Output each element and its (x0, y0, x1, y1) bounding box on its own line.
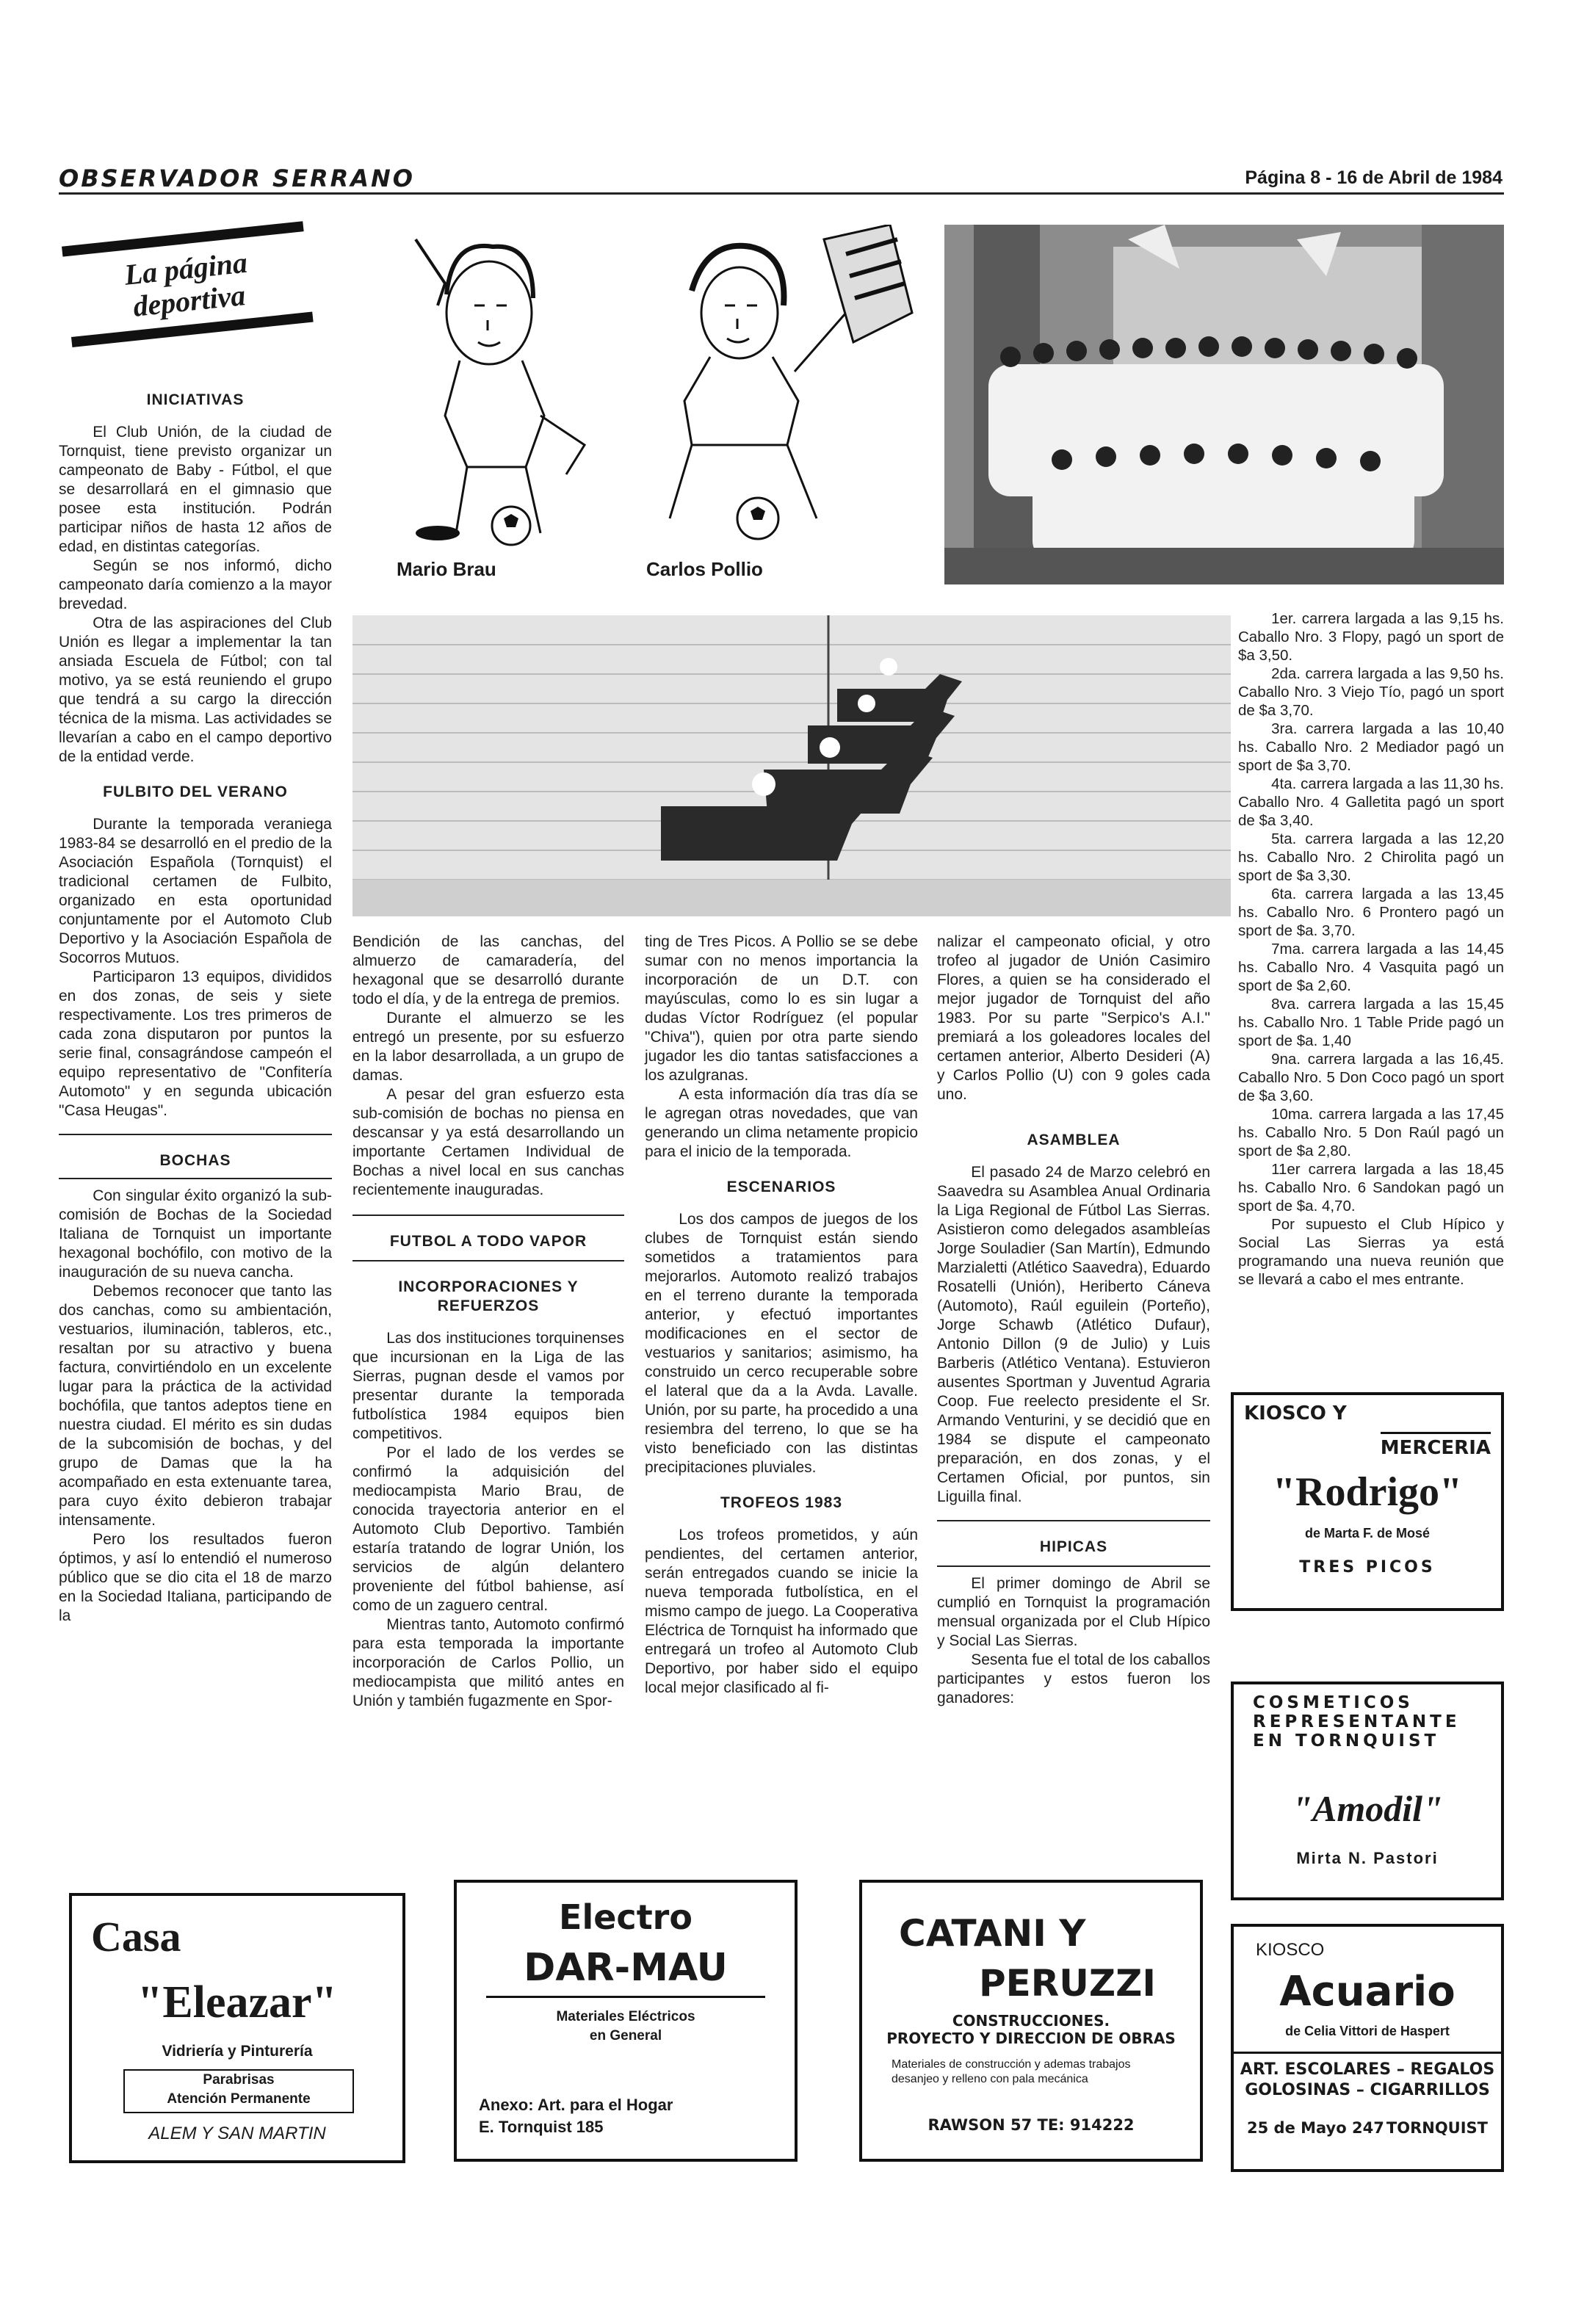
ad-catani-line5: Materiales de construcción y ademas trabajos desanjeo y relleno con pala mecánica (892, 2058, 1131, 2085)
paragraph: El primer domingo de Abril se cumplió en Tornquist la programación mensual organizada por el Club Hípico y Social Las Sierras. (937, 1575, 1210, 1649)
heading-asamblea: ASAMBLEA (1027, 1132, 1121, 1148)
ad-eleazar-line2: "Eleazar" (137, 1977, 337, 2027)
paragraph: Sesenta fue el total de los caballos participantes y estos fueron los ganadores: (937, 1651, 1210, 1706)
ad-darmau-line3: Materiales Eléctricos (556, 2009, 695, 2024)
ad-eleazar-line4: Parabrisas (203, 2072, 275, 2088)
ad-eleazar-box (123, 2069, 354, 2113)
paragraph: Participaron 13 equipos, divididos en dos zonas, de seis y siete respectivamente. Los tres primeros de cada zona disputaron por puntos la serie final, consagrándose campeón el equipo representativo de "Confitería Automoto" y en segunda ubicación "Casa Heugas". (59, 969, 332, 1119)
paragraph: Los trofeos prometidos, y aún pendientes, del certamen anterior, serán entregados cuando se inicie la nueva temporada futbolística, en el mismo campo de juego. La Cooperativa Eléctrica de Tornquist ha informado que entregará un trofeo al Automoto Club Deportivo, por haber sido el equipo local mejor clasificado al fi- (645, 1527, 918, 1696)
caption-carlos-pollio: Carlos Pollio (646, 558, 763, 580)
race-result: 7ma. carrera largada a las 14,45 hs. Caballo Nro. 4 Vasquita pagó un sport de $a 2,60. (1238, 941, 1504, 994)
paragraph: nalizar el campeonato oficial, y otro trofeo al jugador de Unión Casimiro Flores, a quien se ha considerado el mejor jugador de Tornquist del año 1983. Por su parte "Serpico's A.I." premiará a los goleadores locales del certamen anterior, Alberto Desideri (A) y Carlos Pollio (U) con 9 goles cada uno. (937, 933, 1210, 1103)
ad-acuario-line5: GOLOSINAS – CIGARRILLOS (1245, 2081, 1490, 2099)
paragraph: Durante la temporada veraniega 1983-84 se desarrolló en el predio de la Asociación Española (Tornquist) el tradicional certamen de Fulbito, organizado en esta oportunidad conjuntamente por el Automoto Club Deportivo y la Asociación Española de Socorros Mutuos. (59, 816, 332, 966)
race-result: 11er carrera largada a las 18,45 hs. Caballo Nro. 6 Sandokan pagó un sport de $a. 4,70. (1238, 1161, 1504, 1215)
race-result: 4ta. carrera largada a las 11,30 hs. Caballo Nro. 4 Galletita pagó un sport de $a 3,40. (1238, 775, 1504, 829)
ad-amodil-owner: Mirta N. Pastori (1296, 1849, 1439, 1867)
heading-hipicas: HIPICAS (1039, 1538, 1108, 1555)
caricature-drawing (640, 225, 934, 548)
race-result: 2da. carrera largada a las 9,50 hs. Caballo Nro. 3 Viejo Tío, pagó un sport de $a 3,70. (1238, 665, 1504, 719)
race-result: 10ma. carrera largada a las 17,45 hs. Caballo Nro. 5 Don Raúl pagó un sport de $a 2,80. (1238, 1106, 1504, 1159)
race-result: 9na. carrera largada a las 16,45. Caballo Nro. 5 Don Coco pagó un sport de $a 3,60. (1238, 1051, 1504, 1104)
ad-rodrigo-merceria: MERCERIA (1381, 1432, 1491, 1459)
paragraph: A pesar del gran esfuerzo esta sub-comisión de bochas no piensa en descansar y ya está desarrollando un importante Certamen Individual de Bochas a nivel local en sus canchas recientemente inauguradas. (352, 1086, 624, 1198)
divider (59, 1178, 332, 1179)
paragraph: ting de Tres Picos. A Pollio se se debe sumar con no menos importancia la incorporación de un D.T. con mayúsculas, como lo es sin lugar a dudas Víctor Rodríguez (el popular "Chiva"), quien por otra parte siendo jugador les dio tantas satisfacciones a los azulgranas. (645, 933, 918, 1084)
paragraph: Debemos reconocer que tanto las dos canchas, como su ambientación, vestuarios, iluminación, tableros, etc., resaltan por su atractivo y buena factura, convirtiéndolo en un excelente lugar para la práctica de la actividad bochófila, que tantos adeptos tiene en nuestra ciudad. El mérito es sin dudas de la subcomisión de bochas, y del grupo de Damas que la ha acompañado en esta extenuante tarea, para cuyo éxito debieron trabajar intensamente. (59, 1283, 332, 1529)
ad-darmau-line1: Electro (559, 1897, 693, 1937)
caption-mario-brau: Mario Brau (397, 558, 496, 580)
race-result: 3ra. carrera largada a las 10,40 hs. Caballo Nro. 2 Mediador pagó un sport de $a 3,70. (1238, 720, 1504, 774)
ad-rodrigo (1231, 1392, 1504, 1611)
ad-darmau-line5: Anexo: Art. para el Hogar (479, 2096, 673, 2114)
ad-rodrigo-name: "Rodrigo" (1272, 1469, 1463, 1515)
divider (937, 1520, 1210, 1521)
paragraph: Otra de las aspiraciones del Club Unión es llegar a implementar la tan ansiada Escuela de Fútbol; con tal motivo, ya se está reuniendo el grupo que tendrá a su cargo la dirección técnica de la misma. Las actividades se llevarían a cabo en el campo deportivo de la entidad verde. (59, 615, 332, 765)
ad-amodil-line3: EN TORNQUIST (1253, 1731, 1440, 1751)
section-banner (62, 221, 316, 371)
article-column-4 (937, 933, 1210, 1708)
ad-catani-line1: CATANI Y (899, 1912, 1086, 1955)
ad-dar-mau (454, 1880, 798, 2162)
ad-catani-line4: PROYECTO Y DIRECCION DE OBRAS (886, 2030, 1176, 2047)
team-photo-image (944, 225, 1504, 584)
masthead: OBSERVADOR SERRANO (59, 164, 415, 192)
divider (59, 1134, 332, 1135)
paragraph: El pasado 24 de Marzo celebró en Saavedra su Asamblea Anual Ordinaria la Liga Regional de Fútbol Las Sierras. Asistieron como delegados asambleías Jorge Souladier (San Martín), Edmundo Marzialetti (Atlético Saavedra), Eduardo Rosatelli (Unión), Heriberto Cáneva (Automoto), Raúl eguilein (Porteño), Jorge Schawb (Atlético Dufaur), Antonio Dillon (9 de Julio) y Luis Barberis (Atlético Ventana). Estuvieron ausentes Sportman y Juventud Agraria Coop. Fue reelecto presidente el Sr. Armando Venturini, y se decidió que en 1984 se dispute el campeonato preparación, en dos zonas, y el Certamen Oficial, por puntos, sin Liguilla final. (937, 1164, 1210, 1505)
paragraph: El Club Unión, de la ciudad de Tornquist, tiene previsto organizar un campeonato de Baby - Fútbol, el que se desarrollará en el gimnasio que posee esta institución. Podrán participar niños de hasta 12 años de edad, en distintas categorías. (59, 424, 332, 555)
ad-eleazar-address: ALEM Y SAN MARTIN (148, 2124, 326, 2143)
page-info: Página 8 - 16 de Abril de 1984 (1245, 167, 1503, 188)
heading-bochas: BOCHAS (159, 1152, 231, 1169)
ad-acuario-address: 25 de Mayo 247 (1247, 2119, 1384, 2137)
paragraph: Los dos campos de juegos de los clubes de Tornquist están siendo sometidos a tratamientos para mejorarlos. Automoto realizó trabajos en el terreno durante la temporada anterior, y efectuó importantes modificaciones en el sector de vestuarios y sanitarios; asimismo, ha construido un cerco recuperable sobre el lateral que da a la Avda. Lavalle. Unión, por su parte, ha procedido a una resiembra del terreno, lo que se ha visto beneficiado con las distintas precipitaciones pluviales. (645, 1211, 918, 1476)
race-result: 8va. carrera largada a las 15,45 hs. Caballo Nro. 1 Table Pride pagó un sport de $a. 1,40 (1238, 996, 1504, 1049)
heading-futbol-a-todo-vapor: FUTBOL A TODO VAPOR (389, 1233, 587, 1250)
ad-amodil-line1: COSMETICOS (1253, 1693, 1414, 1712)
team-photo (944, 225, 1504, 584)
paragraph: Las dos instituciones torquinenses que incursionan en la Liga de las Sierras, pugnan desde el vamos por presentar durante la temporada futbolística 1984 equipos bien competitivos. (352, 1330, 624, 1442)
heading-incorporaciones: INCORPORACIONES Y REFUERZOS (398, 1278, 579, 1314)
ad-eleazar-line3: Vidriería y Pinturería (162, 2043, 313, 2060)
ad-darmau-line4: en General (589, 2028, 662, 2044)
ad-amodil (1231, 1682, 1504, 1900)
article-column-1 (59, 391, 332, 1626)
ad-eleazar-line1: Casa (91, 1913, 181, 1961)
paragraph: A esta información día tras día se le agregan otras novedades, que van generando un clima netamente propicio para el inicio de la temporada. (645, 1086, 918, 1160)
paragraph: Por supuesto el Club Hípico y Social Las Sierras ya está programando una nueva reunión que se llevará a cabo el mes entrante. (1238, 1216, 1504, 1288)
race-result: 5ta. carrera largada a las 12,20 hs. Caballo Nro. 2 Chirolita pagó un sport de $a 3,30. (1238, 830, 1504, 884)
ad-acuario-name: Acuario (1279, 1968, 1456, 2016)
ad-darmau-line6: E. Tornquist 185 (479, 2118, 604, 2136)
heading-escenarios: ESCENARIOS (726, 1179, 836, 1195)
caricature-drawing (394, 225, 599, 548)
ad-rodrigo-owner: de Marta F. de Mosé (1304, 1526, 1431, 1541)
ad-darmau-line2: DAR-MAU (524, 1946, 728, 1990)
race-result: 6ta. carrera largada a las 13,45 hs. Caballo Nro. 6 Prontero pagó un sport de $a. 3,70. (1238, 886, 1504, 939)
ad-eleazar-line5: Atención Permanente (167, 2091, 311, 2107)
ad-amodil-name: "Amodil" (1292, 1788, 1443, 1829)
heading-iniciativas: INICIATIVAS (146, 391, 245, 408)
ad-catani-line3: CONSTRUCCIONES. (952, 2012, 1110, 2030)
banner-line2: deportiva (131, 278, 247, 323)
divider (486, 1996, 765, 1998)
divider (352, 1215, 624, 1216)
ad-amodil-line2: REPRESENTANTE (1253, 1712, 1461, 1731)
divider (1234, 2052, 1501, 2054)
race-result: 1er. carrera largada a las 9,15 hs. Caballo Nro. 3 Flopy, pagó un sport de $a 3,50. (1238, 610, 1504, 664)
ad-acuario-town: TORNQUIST (1386, 2119, 1488, 2137)
article-column-3 (645, 933, 918, 1698)
paragraph: Mientras tanto, Automoto confirmó para esta temporada la importante incorporación de Carlos Pollio, un mediocampista que militó antes en Unión y también fugazmente en Spor- (352, 1616, 624, 1709)
caricature-mario-brau (394, 225, 599, 548)
heading-fulbito: FULBITO DEL VERANO (103, 783, 288, 800)
ad-catani-line2: PERUZZI (978, 1962, 1156, 2005)
paragraph: Durante el almuerzo se les entregó un presente, por su esfuerzo en la labor desarrollada, a un grupo de damas. (352, 1010, 624, 1084)
ad-acuario (1231, 1924, 1504, 2172)
divider (937, 1565, 1210, 1567)
article-column-5 (1238, 609, 1504, 1289)
ad-acuario-owner: de Celia Vittori de Haspert (1285, 2024, 1450, 2038)
ad-rodrigo-town: TRES PICOS (1299, 1558, 1436, 1577)
ad-catani-phone: RAWSON 57 TE: 914222 (927, 2116, 1135, 2134)
paragraph: Pero los resultados fueron óptimos, y así lo entendió el numeroso público que se dio cita el 18 de marzo en la Sociedad Italiana, participando de la (59, 1531, 332, 1624)
horse-race-photo (352, 615, 1231, 916)
divider (352, 1260, 624, 1261)
horse-race-image (352, 615, 1231, 916)
ad-rodrigo-kiosco: KIOSCO Y (1244, 1402, 1347, 1425)
ad-acuario-line4: ART. ESCOLARES – REGALOS (1240, 2060, 1495, 2079)
paragraph: Según se nos informó, dicho campeonato daría comienzo a la mayor brevedad. (59, 557, 332, 612)
caricature-carlos-pollio (640, 225, 934, 548)
heading-trofeos: TROFEOS 1983 (720, 1494, 843, 1511)
ad-acuario-line1: KIOSCO (1256, 1940, 1325, 1960)
paragraph: Por el lado de los verdes se confirmó la adquisición del mediocampista Mario Brau, de conocida trayectoria anterior en el Automoto Club Deportivo. También estaría tratando de lograr Unión, los servicios de algún delantero proveniente del fútbol bahiense, así como de un zaguero central. (352, 1444, 624, 1614)
banner-line1: La página (123, 245, 249, 292)
paragraph: Bendición de las canchas, del almuerzo de camaradería, del hexagonal que se desarrolló durante todo el día, y de la entrega de premios. (352, 933, 624, 1007)
ad-eleazar (69, 1893, 405, 2163)
paragraph: Con singular éxito organizó la sub-comisión de Bochas de la Sociedad Italiana de Tornquist un importante hexagonal bochófilo, con motivo de la inauguración de su nueva cancha. (59, 1187, 332, 1281)
ad-catani-peruzzi (859, 1880, 1203, 2162)
header-rule (59, 192, 1504, 195)
article-column-2 (352, 933, 624, 1711)
